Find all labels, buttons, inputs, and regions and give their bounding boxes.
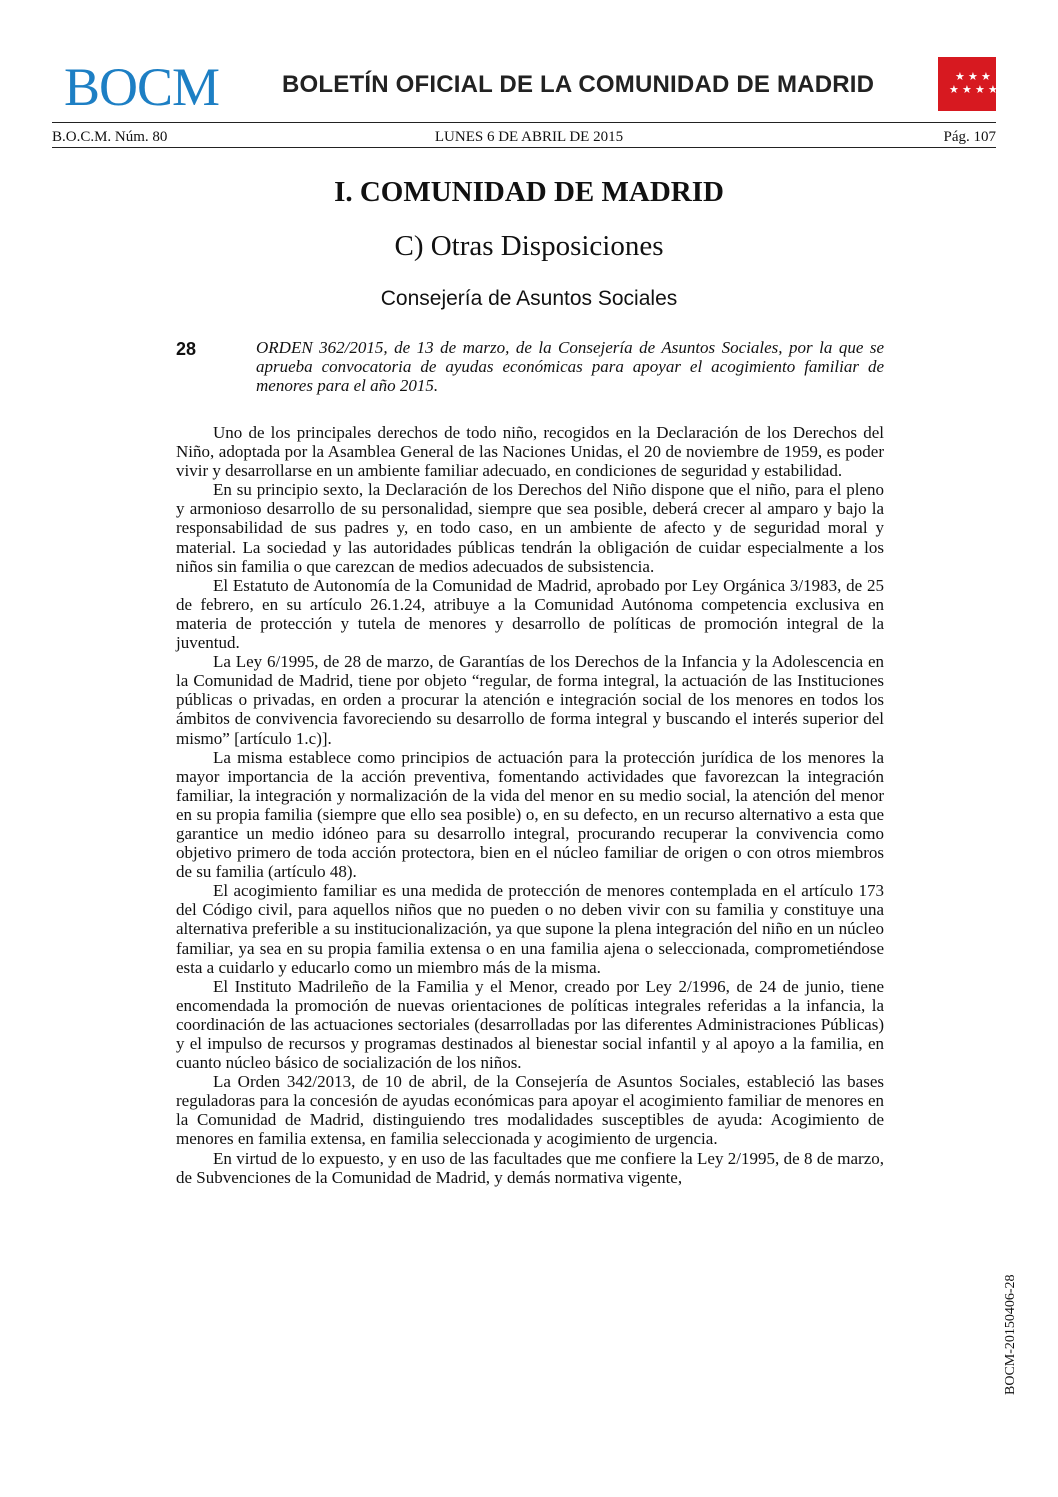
paragraph: La Orden 342/2013, de 10 de abril, de la Consejería de Asuntos Sociales, estableció las bases reguladoras para la concesión de ayudas económicas para apoyar el acogimiento familiar de menores en la Comunidad de Madrid, distinguiendo tres modalidades susceptibles de ayuda: Acogimiento de menores en familia extensa, en familia seleccionada y acogimiento de urgencia. [176, 1072, 884, 1149]
issue-date: LUNES 6 DE ABRIL DE 2015 [434, 129, 624, 145]
section-subtitle: C) Otras Disposiciones [394, 230, 664, 262]
paragraph: En su principio sexto, la Declaración de los Derechos del Niño dispone que el niño, para el pleno y armonioso desarrollo de su personalidad, siempre que sea posible, deberá crecer al amparo y bajo la responsabilidad de sus padres y, en todo caso, en un ambiente de afecto y de seguridad moral y material. La sociedad y las autoridades públicas tendrán la obligación de cuidar especialmente a los niños sin familia o que carezcan de medios adecuados de subsistencia. [176, 480, 884, 576]
paragraph: La misma establece como principios de actuación para la protección jurídica de los menores la mayor importancia de la acción preventiva, fomentando actividades que favorezcan la integración familiar, la integración y normalización de la vida del menor en su medio social, la atención del menor en su propia familia (siempre que ello sea posible) o, en su defecto, en un recurso alternativo a esta que garantice un medio idóneo para su desarrollo integral, procurando recuperar la convivencia como objetivo primero de toda acción protectora, bien en el núcleo familiar de origen o con otros miembros de su familia (artículo 48). [176, 747, 884, 882]
paragraph: El Instituto Madrileño de la Familia y el Menor, creado por Ley 2/1996, de 24 de junio, tiene encomendada la promoción de nuevas orientaciones de políticas integrales referidas a la infancia, la coordinación de las actuaciones sectoriales (desarrolladas por las diferentes Administraciones Públicas) y el impulso de recursos y programas destinados al bienestar social infantil y al apoyo a la familia, en cuanto núcleo básico de socialización de los niños. [176, 976, 884, 1073]
bocm-logo: BOCM [64, 57, 220, 117]
madrid-flag-icon: ★ ★ ★ ★ ★ ★ ★ [938, 57, 996, 111]
paragraph: En virtud de lo expuesto, y en uso de las facultades que me confiere la Ley 2/1995, de 8 de marzo, de Subvenciones de la Comunidad de Madrid, y demás normativa vigente, [176, 1148, 884, 1187]
side-code [1000, 1245, 1028, 1395]
masthead-title: BOLETÍN OFICIAL DE LA COMUNIDAD DE MADRID [282, 71, 875, 98]
paragraph: El acogimiento familiar es una medida de protección de menores contemplada en el artículo 173 del Código civil, para aquellos niños que no pueden o no deben vivir con su familia y constituye una alternativa preferible a su institucionalización, ya que supone la plena integración del niño en un núcleo familiar, ya sea en su propia familia extensa o en una familia ajena o seleccionada, comprometiéndose esta a cuidarlo y educarlo como un miembro más de la misma. [176, 881, 884, 977]
order-body [176, 423, 884, 1187]
paragraph: Uno de los principales derechos de todo niño, recogidos en la Declaración de los Derechos del Niño, adoptada por la Asamblea General de las Naciones Unidas, el 20 de noviembre de 1959, es poder vivir y desarrollarse en un ambiente familiar adecuado, en condiciones de seguridad y estabilidad. [176, 423, 884, 481]
order-title: ORDEN 362/2015, de 13 de marzo, de la Consejería de Asuntos Sociales, por la que se aprueba convocatoria de ayudas económicas para apoyar el acogimiento familiar de menores para el año 2015. [256, 338, 884, 395]
order-number: 28 [176, 339, 197, 359]
department-name: Consejería de Asuntos Sociales [380, 287, 678, 310]
header-bottom-rule [52, 147, 996, 148]
issue-number: B.O.C.M. Núm. 80 [52, 129, 168, 145]
header-top-rule [52, 122, 996, 123]
page-number: Pág. 107 [943, 129, 996, 145]
paragraph: La Ley 6/1995, de 28 de marzo, de Garantías de los Derechos de la Infancia y la Adolescencia en la Comunidad de Madrid, tiene por objeto “regular, de forma integral, la actuación de las Instituciones públicas o privadas, en orden a procurar la atención e integración social de los menores en todos los ámbitos de convivencia favoreciendo su desarrollo de forma integral y buscando el interés superior del mismo” [artículo 1.c)]. [176, 652, 884, 748]
paragraph: El Estatuto de Autonomía de la Comunidad de Madrid, aprobado por Ley Orgánica 3/1983, de 25 de febrero, en su artículo 26.1.24, atribuye a la Comunidad Autónoma competencia exclusiva en materia de protección y tutela de menores y desarrollo de políticas de promoción integral de la juventud. [176, 575, 884, 653]
side-code-label: BOCM-20150406-28 [1003, 1274, 1018, 1395]
section-title: I. COMUNIDAD DE MADRID [334, 176, 724, 208]
